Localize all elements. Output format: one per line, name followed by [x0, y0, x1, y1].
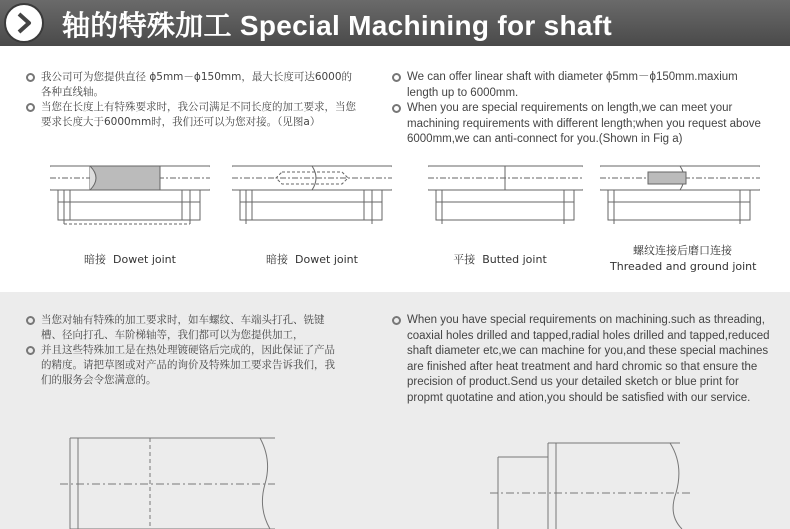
joint-caption-1: 暗接 Dowet joint	[84, 253, 176, 266]
threaded-shaft-drawing	[60, 430, 275, 529]
list-item: 并且这些特殊加工是在热处理镀硬铬后完成的，因此保证了产品的精度。请把草图或对产品的询价及特殊加工要求告诉我们，我们的服务会令您满意的。	[26, 343, 338, 388]
bottom-en-text	[392, 313, 777, 406]
bottom-cn-text	[26, 313, 338, 388]
list-item: When you are special requirements on length,we can meet your machining requirements with different length;when you request above 6000mm,we can anti-connect for you.(Shown in Fig a)	[392, 101, 772, 148]
stepped-shaft-drawing	[490, 435, 690, 529]
list-item: We can offer linear shaft with diameter ϕ5mm－ϕ150mm.maxium length up to 6000mm.	[392, 70, 772, 101]
dowel-joint-drawing-2	[232, 160, 392, 240]
butted-joint-drawing	[428, 160, 583, 240]
threaded-joint-drawing	[600, 160, 760, 240]
bullet-icon	[26, 73, 35, 82]
top-en-text	[392, 70, 772, 148]
bullet-icon	[392, 104, 401, 113]
dowel-joint-drawing-1	[50, 160, 210, 240]
bullet-icon	[26, 103, 35, 112]
joint-caption-2: 暗接 Dowet joint	[266, 253, 358, 266]
top-cn-text	[26, 70, 356, 130]
list-item: When you have special requirements on machining.such as threading, coaxial holes drilled and tapped,radial holes drilled and tapped,reduced shaft diameter etc,we can machine for you,and these special machines are finished after heat treatment and hard chromic so that ensure the precision of product.Send us your detailed sketch or blue print for propmt quotatine and ation,you should be satisfied with our service.	[392, 313, 777, 406]
play-arrow-icon	[4, 3, 44, 43]
bullet-icon	[392, 73, 401, 82]
bullet-icon	[392, 316, 401, 325]
joint-caption-4: 螺纹连接后磨口连接 Threaded and ground joint	[610, 244, 757, 273]
bullet-icon	[26, 316, 35, 325]
joint-caption-3: 平接 Butted joint	[453, 253, 547, 266]
list-item: 当您在长度上有特殊要求时，我公司满足不同长度的加工要求，当您要求长度大于6000mm时，我们还可以为您对接。（见图a）	[26, 100, 356, 130]
list-item: 我公司可为您提供直径 ϕ5mm－ϕ150mm，最大长度可达6000的各种直线轴。	[26, 70, 356, 100]
list-item: 当您对轴有特殊的加工要求时，如车螺纹、车端头打孔、铣键槽、径向打孔、车阶梯轴等，我们都可以为您提供加工，	[26, 313, 338, 343]
header-bar	[0, 0, 790, 46]
page-title: 轴的特殊加工 Special Machining for shaft	[62, 10, 613, 41]
bullet-icon	[26, 346, 35, 355]
